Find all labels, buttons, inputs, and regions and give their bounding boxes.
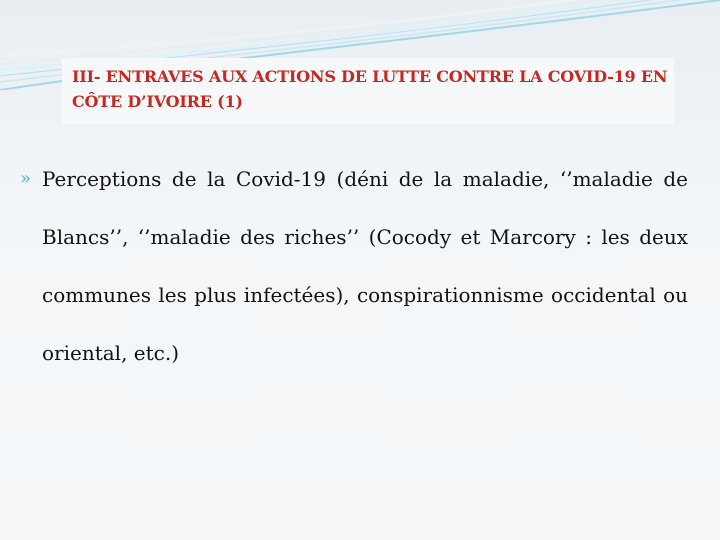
content-area [20, 150, 688, 382]
bullet-item [20, 150, 688, 382]
slide-title: III- ENTRAVES AUX ACTIONS DE LUTTE CONTRE LA COVID-19 EN CÔTE D’IVOIRE (1) [72, 67, 668, 111]
bullet-text: Perceptions de la Covid-19 (déni de la maladie, ‘’maladie de Blancs’’, ‘’maladie des riches’’ (Cocody et Marcory : les deux communes les plus infectées), conspirationnisme occidental ou oriental, etc.) [42, 167, 688, 365]
double-chevron-icon: » [20, 168, 32, 189]
